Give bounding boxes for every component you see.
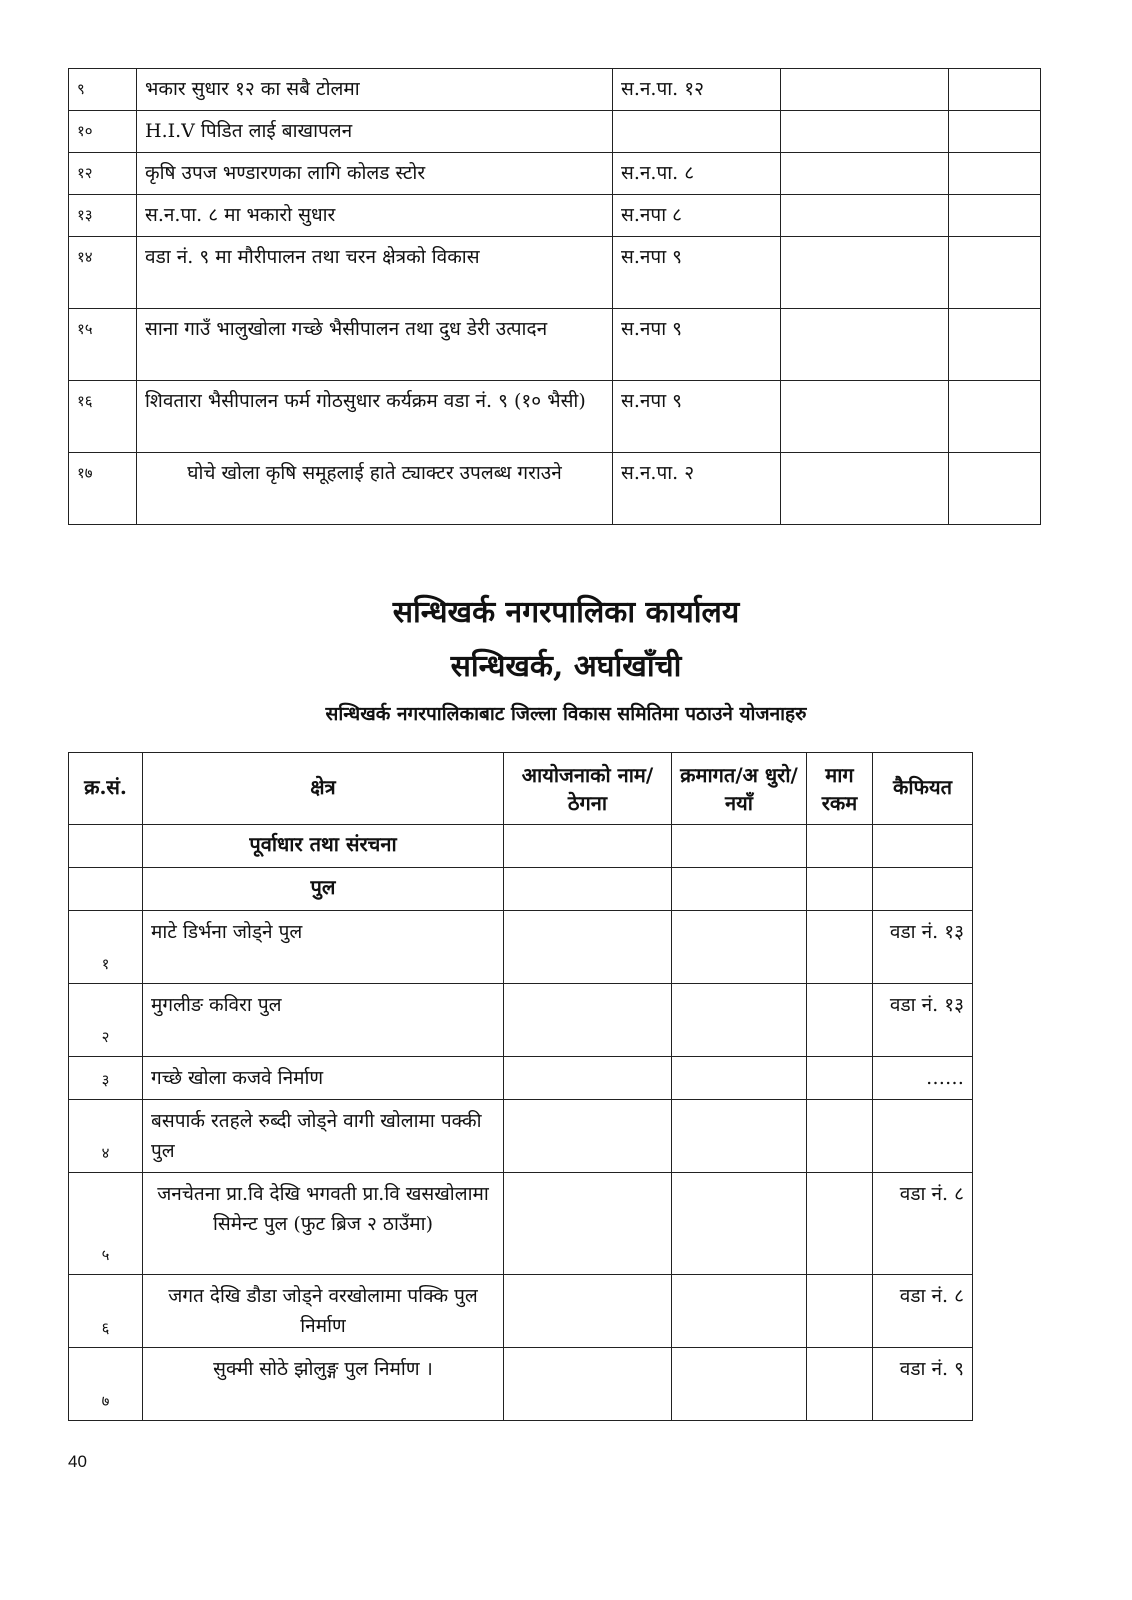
empty-cell — [807, 1173, 873, 1275]
office-title: सन्धिखर्क नगरपालिका कार्यालय — [392, 595, 740, 630]
description-cell: कृषि उपज भण्डारणका लागि कोलड स्टोर — [137, 153, 613, 195]
serial-cell: ७ — [69, 1348, 143, 1421]
serial-cell: ३ — [69, 1057, 143, 1100]
empty-cell — [504, 1057, 672, 1100]
empty-cell — [807, 1100, 873, 1173]
description-cell: माटे डिर्भना जोड्ने पुल — [143, 911, 504, 984]
subcategory-label: पुल — [143, 868, 504, 911]
empty-cell — [69, 825, 143, 868]
header-serial: क्र.सं. — [69, 753, 143, 825]
table-header-row — [69, 753, 973, 825]
serial-cell: ५ — [69, 1173, 143, 1275]
description-cell: जगत देखि डौडा जोड्ने वरखोलामा पक्कि पुल निर्माण — [143, 1275, 504, 1348]
empty-cell — [873, 825, 973, 868]
serial-cell: १६ — [69, 381, 137, 453]
header-sector: क्षेत्र — [143, 753, 504, 825]
empty-cell — [672, 868, 807, 911]
description-cell: शिवतारा भैसीपालन फर्म गोठसुधार कर्यक्रम वडा नं. ९ (१० भैसी) — [137, 381, 613, 453]
empty-cell — [504, 1275, 672, 1348]
table-row — [69, 1173, 973, 1275]
empty-cell — [807, 1275, 873, 1348]
description-cell: जनचेतना प्रा.वि देखि भगवती प्रा.वि खसखोलामा सिमेन्ट पुल (फुट ब्रिज २ ठाउँमा) — [143, 1173, 504, 1275]
table-row — [69, 111, 1041, 153]
serial-cell: २ — [69, 984, 143, 1057]
empty-cell — [504, 1100, 672, 1173]
serial-cell: १३ — [69, 195, 137, 237]
serial-cell: ४ — [69, 1100, 143, 1173]
empty-cell — [781, 195, 949, 237]
serial-cell: १५ — [69, 309, 137, 381]
table-row — [69, 1275, 973, 1348]
description-cell: सुक्मी सोठे झोलुङ्ग पुल निर्माण । — [143, 1348, 504, 1421]
description-cell: घोचे खोला कृषि समूहलाई हाते ट्याक्टर उपलब्ध गराउने — [137, 453, 613, 525]
header-status: क्रमागत/अ धुरो/नयाँ — [672, 753, 807, 825]
remark-cell: वडा नं. ९ — [873, 1348, 973, 1421]
empty-cell — [807, 1057, 873, 1100]
description-cell: स.न.पा. ८ मा भकारो सुधार — [137, 195, 613, 237]
table-row — [69, 453, 1041, 525]
category-row — [69, 825, 973, 868]
empty-cell — [949, 195, 1041, 237]
empty-cell — [672, 825, 807, 868]
header-project: आयोजनाको नाम/ठेगना — [504, 753, 672, 825]
empty-cell — [504, 868, 672, 911]
project-table-continued — [68, 68, 1041, 525]
remark-cell: …… — [873, 1057, 973, 1100]
serial-cell: १ — [69, 911, 143, 984]
table-row — [69, 153, 1041, 195]
description-cell: बसपार्क रतहले रुब्दी जोड्ने वागी खोलामा पक्की पुल — [143, 1100, 504, 1173]
empty-cell — [807, 825, 873, 868]
empty-cell — [504, 911, 672, 984]
empty-cell — [672, 1348, 807, 1421]
empty-cell — [504, 1173, 672, 1275]
header-amount: माग रकम — [807, 753, 873, 825]
remark-cell: वडा नं. ८ — [873, 1173, 973, 1275]
empty-cell — [949, 111, 1041, 153]
empty-cell — [781, 111, 949, 153]
empty-cell — [672, 1275, 807, 1348]
page-number: 40 — [68, 1452, 87, 1471]
empty-cell — [672, 984, 807, 1057]
empty-cell — [949, 309, 1041, 381]
remark-cell: वडा नं. १३ — [873, 984, 973, 1057]
table-row — [69, 984, 973, 1057]
table-row — [69, 237, 1041, 309]
serial-cell: ९ — [69, 69, 137, 111]
location-cell: स.न.पा. २ — [613, 453, 781, 525]
empty-cell — [949, 237, 1041, 309]
table-row — [69, 195, 1041, 237]
empty-cell — [504, 825, 672, 868]
serial-cell: १० — [69, 111, 137, 153]
empty-cell — [949, 153, 1041, 195]
description-cell: गच्छे खोला कजवे निर्माण — [143, 1057, 504, 1100]
empty-cell — [807, 911, 873, 984]
empty-cell — [781, 237, 949, 309]
project-table — [68, 752, 973, 1421]
serial-cell: १७ — [69, 453, 137, 525]
empty-cell — [807, 868, 873, 911]
description-cell: वडा नं. ९ मा मौरीपालन तथा चरन क्षेत्रको विकास — [137, 237, 613, 309]
empty-cell — [781, 453, 949, 525]
location-cell: स.न.पा. ८ — [613, 153, 781, 195]
location-cell: स.नपा ९ — [613, 381, 781, 453]
table-row — [69, 1100, 973, 1173]
empty-cell — [781, 153, 949, 195]
empty-cell — [781, 381, 949, 453]
location-cell: स.नपा ९ — [613, 309, 781, 381]
serial-cell: ६ — [69, 1275, 143, 1348]
table-row — [69, 1348, 973, 1421]
empty-cell — [873, 868, 973, 911]
empty-cell — [807, 984, 873, 1057]
empty-cell — [672, 1100, 807, 1173]
description-cell: साना गाउँ भालुखोला गच्छे भैसीपालन तथा दुध डेरी उत्पादन — [137, 309, 613, 381]
header-remarks: कैफियत — [873, 753, 973, 825]
empty-cell — [504, 984, 672, 1057]
office-location: सन्धिखर्क, अर्घाखाँची — [450, 649, 682, 684]
remark-cell: वडा नं. ८ — [873, 1275, 973, 1348]
empty-cell — [672, 1173, 807, 1275]
remark-cell — [873, 1100, 973, 1173]
serial-cell: १४ — [69, 237, 137, 309]
empty-cell — [807, 1348, 873, 1421]
empty-cell — [69, 868, 143, 911]
table-row — [69, 1057, 973, 1100]
subcategory-row — [69, 868, 973, 911]
empty-cell — [949, 69, 1041, 111]
table-row — [69, 69, 1041, 111]
location-cell: स.नपा ९ — [613, 237, 781, 309]
empty-cell — [781, 69, 949, 111]
empty-cell — [949, 381, 1041, 453]
description-cell: H.I.V पिडित लाई बाखापलन — [137, 111, 613, 153]
table-row — [69, 911, 973, 984]
description-cell: मुगलीङ कविरा पुल — [143, 984, 504, 1057]
empty-cell — [672, 1057, 807, 1100]
document-subtitle: सन्धिखर्क नगरपालिकाबाट जिल्ला विकास समितिमा पठाउने योजनाहरु — [325, 703, 807, 725]
empty-cell — [504, 1348, 672, 1421]
description-cell: भकार सुधार १२ का सबै टोलमा — [137, 69, 613, 111]
table-row — [69, 309, 1041, 381]
category-label: पूर्वाधार तथा संरचना — [143, 825, 504, 868]
empty-cell — [949, 453, 1041, 525]
location-cell: स.नपा ८ — [613, 195, 781, 237]
remark-cell: वडा नं. १३ — [873, 911, 973, 984]
location-cell — [613, 111, 781, 153]
serial-cell: १२ — [69, 153, 137, 195]
table-row — [69, 381, 1041, 453]
location-cell: स.न.पा. १२ — [613, 69, 781, 111]
empty-cell — [781, 309, 949, 381]
empty-cell — [672, 911, 807, 984]
